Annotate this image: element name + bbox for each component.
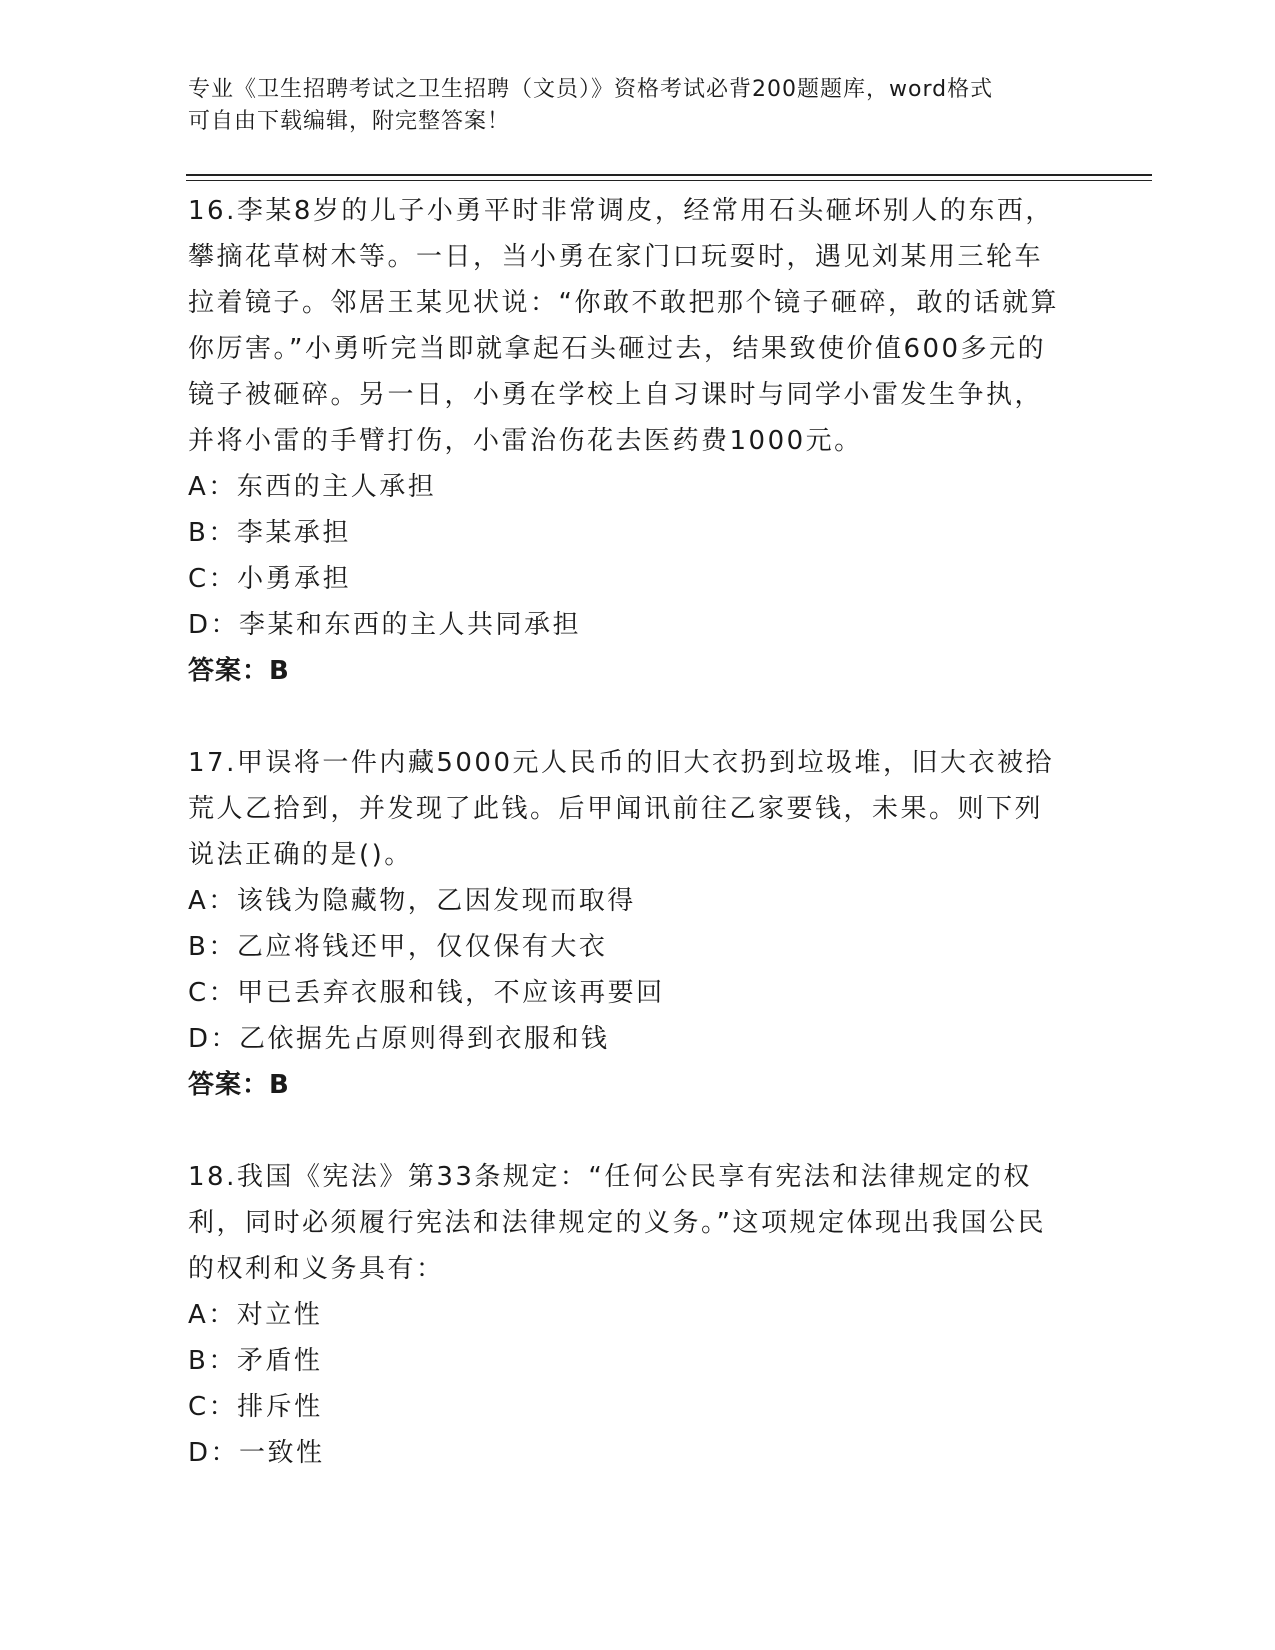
question-18 xyxy=(188,1154,1068,1476)
header-divider-thick xyxy=(186,174,1152,176)
option-b: B：李某承担 xyxy=(188,518,351,548)
option-b: B：矛盾性 xyxy=(188,1346,323,1376)
option-c: C：小勇承担 xyxy=(188,564,352,594)
option-c: C：甲已丢弃衣服和钱，不应该再要回 xyxy=(188,978,665,1008)
header-line-1: 专业《卫生招聘考试之卫生招聘（文员）》资格考试必背200题题库，word格式 xyxy=(188,77,994,102)
answer-label: 答案：B xyxy=(188,656,290,686)
question-spacer xyxy=(188,1108,1068,1154)
question-spacer xyxy=(188,694,1068,740)
option-d: D：李某和东西的主人共同承担 xyxy=(188,610,582,640)
question-text: 17.甲误将一件内藏5000元人民币的旧大衣扔到垃圾堆，旧大衣被拾荒人乙拾到，并发现了此钱。后甲闻讯前往乙家要钱，未果。则下列说法正确的是()。 xyxy=(188,748,1055,870)
option-d: D：一致性 xyxy=(188,1438,325,1468)
answer-label: 答案：B xyxy=(188,1070,290,1100)
option-d: D：乙依据先占原则得到衣服和钱 xyxy=(188,1024,610,1054)
option-a: A：对立性 xyxy=(188,1300,323,1330)
option-a: A：该钱为隐藏物，乙因发现而取得 xyxy=(188,886,636,916)
option-b: B：乙应将钱还甲，仅仅保有大衣 xyxy=(188,932,608,962)
question-text: 16.李某8岁的儿子小勇平时非常调皮，经常用石头砸坏别人的东西，攀摘花草树木等。一日，当小勇在家门口玩耍时，遇见刘某用三轮车拉着镜子。邻居王某见状说：“你敢不敢把那个镜子砸碎，敢的话就算你厉害。”小勇听完当即就拿起石头砸过去，结果致使价值600多元的镜子被砸碎。另一日，小勇在学校上自习课时与同学小雷发生争执，并将小雷的手臂打伤，小雷治伤花去医药费1000元。 xyxy=(188,196,1059,456)
document-header xyxy=(188,74,1068,138)
question-list xyxy=(188,188,1068,1476)
question-16 xyxy=(188,188,1068,694)
header-divider-thin xyxy=(186,180,1152,181)
header-line-2: 可自由下载编辑，附完整答案！ xyxy=(188,109,511,134)
option-c: C：排斥性 xyxy=(188,1392,323,1422)
option-a: A：东西的主人承担 xyxy=(188,472,437,502)
question-17 xyxy=(188,740,1068,1108)
question-text: 18.我国《宪法》第33条规定：“任何公民享有宪法和法律规定的权利，同时必须履行宪法和法律规定的义务。”这项规定体现出我国公民的权利和义务具有： xyxy=(188,1162,1046,1284)
